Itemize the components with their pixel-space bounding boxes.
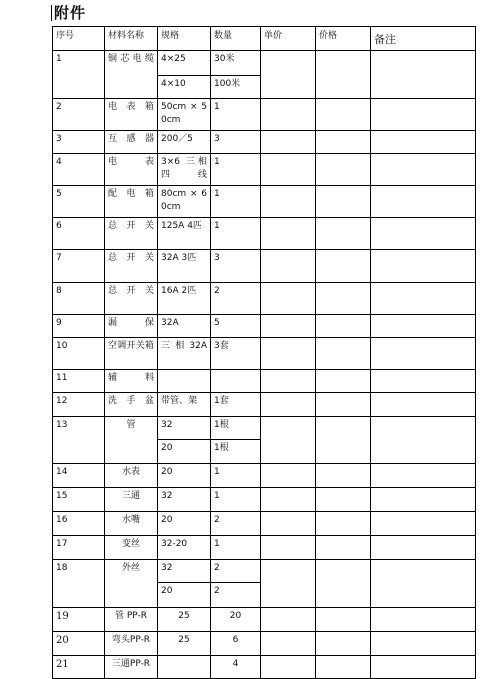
cell-qty: 1 <box>211 488 261 512</box>
cell-total <box>316 99 371 131</box>
cell-name: 配电箱 <box>105 186 158 218</box>
cell-no: 11 <box>53 370 105 393</box>
cell-total <box>316 512 371 536</box>
cell-total <box>316 315 371 338</box>
cell-no: 16 <box>53 512 105 536</box>
cell-spec: 32 <box>158 560 211 583</box>
cell-spec: 20 <box>158 464 211 488</box>
cell-qty: 3 <box>211 131 261 154</box>
cell-name: 总开关 <box>105 250 158 283</box>
cell-qty: 1根 <box>211 440 261 464</box>
table-row <box>53 608 476 632</box>
cell-remark <box>371 154 476 186</box>
cell-no: 20 <box>53 632 105 656</box>
cell-spec: 200／5 <box>158 131 211 154</box>
cell-total <box>316 632 371 656</box>
cell-spec: 25 <box>158 632 211 656</box>
cell-qty: 2 <box>211 283 261 315</box>
header-cell: 备注 <box>371 27 476 51</box>
cell-price <box>261 99 316 131</box>
cell-qty: 4 <box>211 656 261 679</box>
cell-remark <box>371 464 476 488</box>
cell-qty: 5 <box>211 315 261 338</box>
cell-qty: 100米 <box>211 76 261 99</box>
cell-qty: 1 <box>211 218 261 250</box>
cell-no: 15 <box>53 488 105 512</box>
cell-name: 电表箱 <box>105 99 158 131</box>
header-cell: 单价 <box>261 27 316 51</box>
cell-qty: 2 <box>211 512 261 536</box>
cell-no: 14 <box>53 464 105 488</box>
cell-no: 12 <box>53 393 105 417</box>
cell-spec: 16A 2匹 <box>158 283 211 315</box>
table-header-row <box>53 27 476 51</box>
table-row <box>53 560 476 583</box>
cell-remark <box>371 417 476 464</box>
cell-remark <box>371 632 476 656</box>
cell-price <box>261 218 316 250</box>
cell-total <box>316 338 371 370</box>
cell-price <box>261 315 316 338</box>
cell-spec: 32 <box>158 488 211 512</box>
table-row <box>53 186 476 218</box>
table-row <box>53 131 476 154</box>
cell-total <box>316 250 371 283</box>
cell-name: 铜芯电缆 <box>105 51 158 99</box>
table-row <box>53 250 476 283</box>
cell-name: 三通 <box>105 488 158 512</box>
cell-qty: 1套 <box>211 393 261 417</box>
cell-total <box>316 218 371 250</box>
cell-total <box>316 131 371 154</box>
header-cell: 序号 <box>53 27 105 51</box>
header-cell: 数量 <box>211 27 261 51</box>
cell-price <box>261 250 316 283</box>
table-row <box>53 417 476 440</box>
cell-spec: 20 <box>158 512 211 536</box>
cell-price <box>261 512 316 536</box>
cell-name: 空调开关箱 <box>105 338 158 370</box>
cell-total <box>316 417 371 464</box>
cell-name: 总开关 <box>105 218 158 250</box>
table-row <box>53 99 476 131</box>
cell-price <box>261 393 316 417</box>
cell-name: 外丝 <box>105 560 158 608</box>
cell-spec: 20 <box>158 583 211 608</box>
cell-total <box>316 656 371 679</box>
table-row <box>53 51 476 76</box>
cell-name: 电表 <box>105 154 158 186</box>
cell-remark <box>371 393 476 417</box>
cell-no: 5 <box>53 186 105 218</box>
cell-spec: 带管、架 <box>158 393 211 417</box>
cell-remark <box>371 370 476 393</box>
cell-total <box>316 464 371 488</box>
header-cell: 材料名称 <box>105 27 158 51</box>
table-row <box>53 512 476 536</box>
cell-total <box>316 154 371 186</box>
cell-spec: 25 <box>158 608 211 632</box>
cell-name: 洗手盆 <box>105 393 158 417</box>
cell-spec: 32A 3匹 <box>158 250 211 283</box>
cell-remark <box>371 608 476 632</box>
table-row <box>53 464 476 488</box>
cell-name: 弯头PP-R <box>105 632 158 656</box>
cell-spec: 80cm × 60cm <box>158 186 211 218</box>
cell-price <box>261 154 316 186</box>
cell-total <box>316 283 371 315</box>
cell-spec: 32A <box>158 315 211 338</box>
cell-remark <box>371 283 476 315</box>
table-row <box>53 283 476 315</box>
cell-qty <box>211 370 261 393</box>
cell-qty: 1 <box>211 536 261 560</box>
cell-no: 6 <box>53 218 105 250</box>
cell-remark <box>371 560 476 608</box>
cell-remark <box>371 488 476 512</box>
cell-qty: 1根 <box>211 417 261 440</box>
table-row <box>53 393 476 417</box>
cell-remark <box>371 186 476 218</box>
cell-remark <box>371 51 476 99</box>
cell-no: 18 <box>53 560 105 608</box>
cell-price <box>261 283 316 315</box>
table-row <box>53 488 476 512</box>
cell-no: 17 <box>53 536 105 560</box>
cell-total <box>316 393 371 417</box>
cell-qty: 1 <box>211 154 261 186</box>
header-cell: 价格 <box>316 27 371 51</box>
cell-qty: 3套 <box>211 338 261 370</box>
cell-total <box>316 560 371 608</box>
page-title: 附件 <box>54 4 87 22</box>
cell-qty: 1 <box>211 464 261 488</box>
cell-remark <box>371 656 476 679</box>
cell-qty: 2 <box>211 560 261 583</box>
cell-no: 8 <box>53 283 105 315</box>
cell-no: 19 <box>53 608 105 632</box>
cell-no: 7 <box>53 250 105 283</box>
cell-name: 辅料 <box>105 370 158 393</box>
cell-price <box>261 560 316 608</box>
cell-remark <box>371 218 476 250</box>
cell-price <box>261 51 316 99</box>
cell-spec <box>158 656 211 679</box>
cell-qty: 30米 <box>211 51 261 76</box>
materials-table <box>52 26 476 679</box>
cell-qty: 1 <box>211 99 261 131</box>
cell-name: 互感器 <box>105 131 158 154</box>
cell-no: 21 <box>53 656 105 679</box>
cell-no: 13 <box>53 417 105 464</box>
table-row <box>53 656 476 679</box>
cell-remark <box>371 315 476 338</box>
cell-total <box>316 370 371 393</box>
cell-name: 变丝 <box>105 536 158 560</box>
cell-name: 漏保 <box>105 315 158 338</box>
cell-remark <box>371 536 476 560</box>
table-row <box>53 338 476 370</box>
cell-total <box>316 488 371 512</box>
cell-no: 1 <box>53 51 105 99</box>
cell-price <box>261 608 316 632</box>
cell-name: 管 PP-R <box>105 608 158 632</box>
cell-price <box>261 370 316 393</box>
cell-no: 9 <box>53 315 105 338</box>
cell-remark <box>371 512 476 536</box>
cell-spec: 32-20 <box>158 536 211 560</box>
cell-remark <box>371 131 476 154</box>
cell-price <box>261 632 316 656</box>
cell-qty: 2 <box>211 583 261 608</box>
cell-price <box>261 656 316 679</box>
cell-qty: 3 <box>211 250 261 283</box>
cell-qty: 6 <box>211 632 261 656</box>
cell-name: 管 <box>105 417 158 464</box>
table-row <box>53 632 476 656</box>
cell-qty: 1 <box>211 186 261 218</box>
cell-remark <box>371 250 476 283</box>
cell-spec: 125A 4匹 <box>158 218 211 250</box>
cell-price <box>261 186 316 218</box>
table-row <box>53 315 476 338</box>
header-cell: 规格 <box>158 27 211 51</box>
table-row <box>53 154 476 186</box>
cell-name: 水表 <box>105 464 158 488</box>
cell-total <box>316 536 371 560</box>
cell-spec: 32 <box>158 417 211 440</box>
cell-no: 10 <box>53 338 105 370</box>
cell-name: 三通PP-R <box>105 656 158 679</box>
cell-qty: 20 <box>211 608 261 632</box>
cell-price <box>261 338 316 370</box>
cell-name: 总开关 <box>105 283 158 315</box>
cell-price <box>261 536 316 560</box>
cell-remark <box>371 99 476 131</box>
cell-name: 水嘴 <box>105 512 158 536</box>
cell-remark <box>371 338 476 370</box>
cell-spec: 三 相 32A <box>158 338 211 370</box>
cell-spec: 20 <box>158 440 211 464</box>
cell-total <box>316 51 371 99</box>
cell-spec <box>158 370 211 393</box>
cell-spec: 3×6 三相四线 <box>158 154 211 186</box>
cell-spec: 4×10 <box>158 76 211 99</box>
table-row <box>53 370 476 393</box>
cell-price <box>261 131 316 154</box>
table-row <box>53 536 476 560</box>
cell-price <box>261 417 316 464</box>
cell-total <box>316 186 371 218</box>
cell-no: 2 <box>53 99 105 131</box>
cell-spec: 4×25 <box>158 51 211 76</box>
cell-no: 3 <box>53 131 105 154</box>
table-row <box>53 218 476 250</box>
cell-no: 4 <box>53 154 105 186</box>
cell-spec: 50cm × 50cm <box>158 99 211 131</box>
cell-price <box>261 464 316 488</box>
cell-price <box>261 488 316 512</box>
cell-total <box>316 608 371 632</box>
